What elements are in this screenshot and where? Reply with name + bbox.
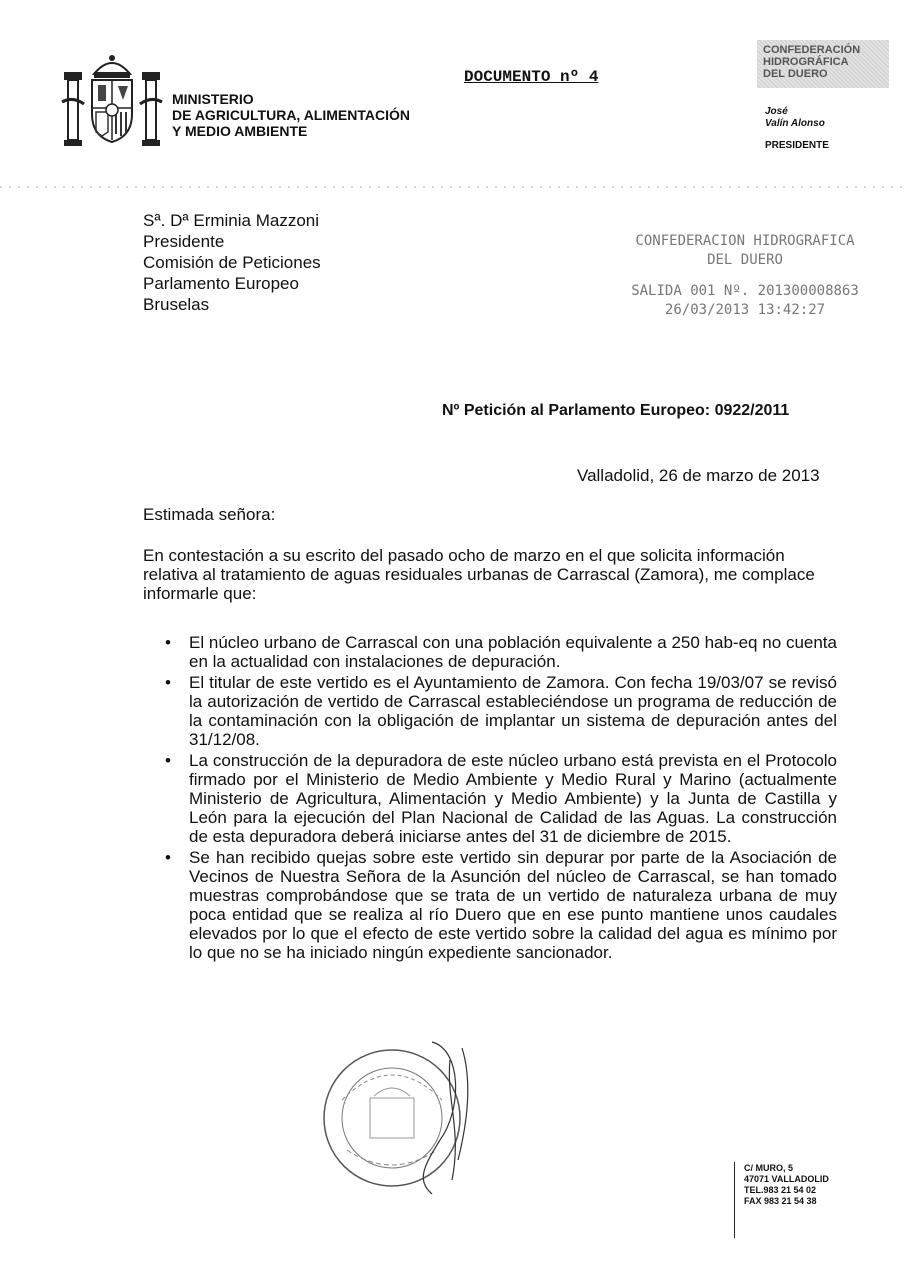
registry-line: 26/03/2013 13:42:27 bbox=[664, 302, 826, 318]
date-line: Valladolid, 26 de marzo de 2013 bbox=[577, 466, 820, 485]
recipient-line: Sª. Dª Erminia Mazzoni bbox=[143, 211, 320, 230]
list-item bbox=[143, 751, 837, 846]
greeting: Estimada señora: bbox=[143, 505, 276, 524]
confederation-line: DEL DUERO bbox=[763, 68, 828, 80]
bullet-icon: • bbox=[165, 848, 171, 867]
bullet-list bbox=[143, 633, 837, 964]
petition-number: Nº Petición al Parlamento Europeo: 0922/2011 bbox=[442, 402, 790, 419]
bullet-icon: • bbox=[165, 633, 171, 652]
intro-paragraph: En contestación a su escrito del pasado ocho de marzo en el que solicita información relativa al tratamiento de aguas residuales urbanas de Carrascal (Zamora), me complace informarle que: bbox=[143, 546, 815, 603]
ministry-line: MINISTERIO bbox=[172, 91, 254, 107]
address-line: 47071 VALLADOLID bbox=[744, 1174, 829, 1184]
list-item-text: El titular de este vertido es el Ayuntamiento de Zamora. Con fecha 19/03/07 se revisó la autorización de vertido de Carrascal estableciéndose un programa de reducción de la contaminación con la obligación de implantar un sistema de depuración antes del 31/12/08. bbox=[189, 673, 837, 749]
registry-line: SALIDA 001 Nº. 201300008863 bbox=[631, 283, 859, 299]
recipient-line: Presidente bbox=[143, 232, 225, 251]
registry-line: CONFEDERACION HIDROGRAFICA bbox=[635, 233, 855, 249]
confederation-label bbox=[757, 40, 889, 88]
recipient-block bbox=[143, 210, 321, 315]
recipient-line: Bruselas bbox=[143, 295, 210, 314]
president-name-line: José bbox=[765, 106, 788, 117]
recipient-line: Parlamento Europeo bbox=[143, 274, 299, 293]
registry-stamp bbox=[600, 230, 890, 322]
registry-line: DEL DUERO bbox=[707, 252, 783, 268]
bullet-icon: • bbox=[165, 751, 171, 770]
address-line: FAX 983 21 54 38 bbox=[744, 1196, 817, 1206]
header-divider bbox=[0, 186, 907, 188]
list-item bbox=[143, 848, 837, 962]
president-name bbox=[765, 106, 825, 130]
address-line: C/ MURO, 5 bbox=[744, 1163, 794, 1173]
president-title: PRESIDENTE bbox=[765, 140, 829, 151]
recipient-line: Comisión de Peticiones bbox=[143, 253, 321, 272]
list-item bbox=[143, 633, 837, 671]
address-block bbox=[744, 1163, 829, 1207]
list-item-text: El núcleo urbano de Carrascal con una población equivalente a 250 hab-eq no cuenta en la actualidad con instalaciones de depuración. bbox=[189, 633, 837, 671]
list-item-text: La construcción de la depuradora de este núcleo urbano está prevista en el Protocolo firmado por el Ministerio de Medio Ambiente y Medio Rural y Marino (actualmente Ministerio de Agricultura, Alimentación y Medio Ambiente) y la Junta de Castilla y León para la ejecución del Plan Nacional de Calidad de las Aguas. La construcción de esta depuradora deberá iniciarse antes del 31 de diciembre de 2015. bbox=[189, 751, 837, 846]
address-line: TEL.983 21 54 02 bbox=[744, 1185, 817, 1195]
ministry-line: DE AGRICULTURA, ALIMENTACIÓN bbox=[172, 107, 410, 123]
list-item-text: Se han recibido quejas sobre este vertido sin depurar por parte de la Asociación de Vecinos de Nuestra Señora de la Asunción del núcleo de Carrascal, se han tomado muestras comprobándose que se trata de un vertido de naturaleza urbana de muy poca entidad que se realiza al río Duero que en ese punto mantiene unos caudales elevados por lo que el efecto de este vertido sobre la calidad del agua es mínimo por lo que no se ha iniciado ningún expediente sancionador. bbox=[189, 848, 837, 962]
confederation-line: CONFEDERACIÓN bbox=[763, 44, 861, 56]
official-seal bbox=[312, 1030, 482, 1198]
ministry-name bbox=[172, 91, 410, 139]
confederation-line: HIDROGRÁFICA bbox=[763, 56, 849, 68]
ministry-line: Y MEDIO AMBIENTE bbox=[172, 123, 308, 139]
coat-of-arms-logo bbox=[58, 52, 166, 148]
address-divider bbox=[734, 1162, 735, 1238]
document-label: DOCUMENTO nº 4 bbox=[464, 68, 599, 86]
bullet-icon: • bbox=[165, 673, 171, 692]
list-item bbox=[143, 673, 837, 749]
president-name-line: Valín Alonso bbox=[765, 118, 825, 129]
